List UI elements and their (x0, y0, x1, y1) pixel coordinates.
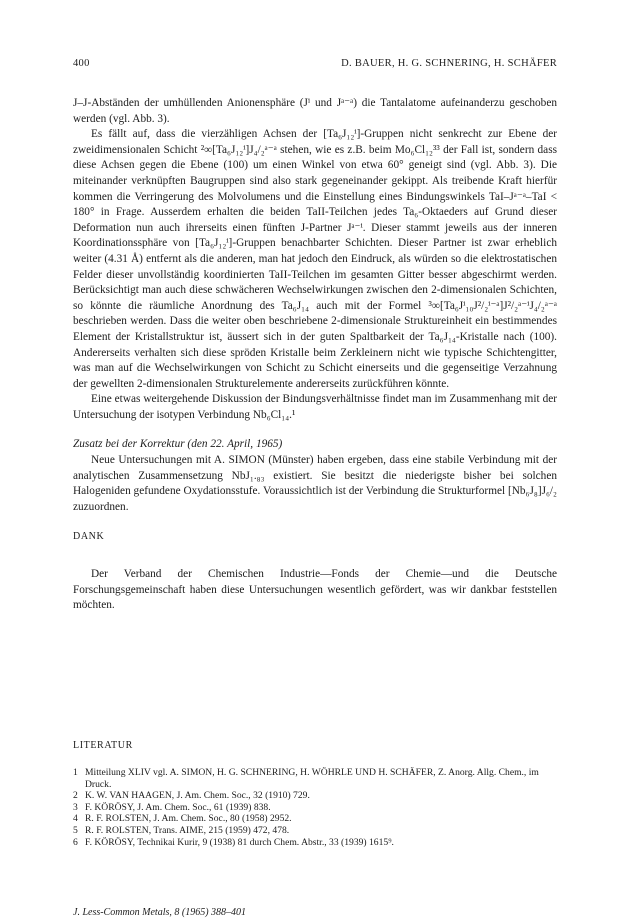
reference-item (73, 802, 557, 814)
reference-list (73, 767, 557, 848)
reference-number: 1 (73, 767, 78, 778)
reference-number: 2 (73, 790, 78, 802)
reference-text: Mitteilung XLIV vgl. A. SIMON, H. G. SCHNERING, H. WÖHRLE UND H. SCHÄFER, Z. Anorg. Allg. Chem., im Druck. (85, 767, 539, 790)
reference-number: 4 (73, 813, 78, 825)
paragraph: Eine etwas weitergehende Diskussion der Bindungsverhältnisse findet man im Zusammenhang mit der Untersuchung der isotypen Verbindung Nb₆Cl₁₄.¹ (73, 393, 557, 421)
reference-number: 3 (73, 801, 78, 813)
paragraph: J–J-Abständen der umhüllenden Anionensphäre (Jⁱ und Jᵃ⁻ᵃ) die Tantalatome aufeinanderzu geschoben werden (vgl. Abb. 3). (73, 97, 557, 125)
reference-item (73, 790, 557, 802)
running-head: D. BAUER, H. G. SCHNERING, H. SCHÄFER (341, 58, 557, 69)
article-body (73, 96, 557, 614)
reference-text: R. F. ROLSTEN, Trans. AIME, 215 (1959) 472, 478. (85, 824, 290, 836)
reference-text: R. F. ROLSTEN, J. Am. Chem. Soc., 80 (1958) 2952. (85, 813, 292, 825)
reference-text: F. KÖRÖSY, Technikai Kurir, 9 (1938) 81 durch Chem. Abstr., 33 (1939) 1615⁹. (85, 836, 394, 848)
reference-item (73, 825, 557, 837)
reference-number: 5 (73, 824, 78, 836)
reference-number: 6 (73, 836, 78, 848)
literatur-heading: LITERATUR (73, 740, 133, 751)
page-number: 400 (73, 58, 90, 69)
reference-text: F. KÖRÖSY, J. Am. Chem. Soc., 61 (1939) 838. (85, 801, 271, 813)
reference-item (73, 767, 557, 790)
reference-item (73, 837, 557, 849)
page-header (73, 58, 557, 74)
reference-item (73, 813, 557, 825)
dank-paragraph: Der Verband der Chemischen Industrie—Fonds der Chemie—und die Deutsche Forschungsgemeinschaft haben diese Untersuchungen wesentlich gefördert, was wir dankbar feststellen möchten. (73, 568, 557, 612)
journal-footer: J. Less-Common Metals, 8 (1965) 388–401 (73, 907, 247, 918)
paragraph: Es fällt auf, dass die vierzähligen Achsen der [Ta₆J₁₂ⁱ]-Gruppen nicht senkrecht zur Ebene der zweidimensionalen Schicht ²∞[Ta₆J₁₂ⁱ]J₄/₂ᵃ⁻ᵃ stehen, wie es z.B. beim Mo₆Cl₁₂³³ der Fall ist, sondern dass diese Achsen gegen die Ebene (100) um einen Winkel von etwa 60° geneigt sind (vgl. Abb. 3). Die miteinander verknüpften Baugruppen sind also stark gegeneinander gekippt. Als treibende Kraft hierfür kommen die Verringerung des Molvolumens und die Einstellung eines Bindungswinkels TaI–Jᵃ⁻ᵃ–TaI < 180° in Frage. Ausserdem erhalten die beiden TaII-Teilchen jedes Ta₆-Oktaeders auf Grund dieser Deformation nun auch ihrerseits einen fünften J-Partner Jᵃ⁻ⁱ. Dieser stammt jeweils aus der inneren Koordinationssphäre von [Ta₆J₁₂ⁱ]-Gruppen benachbarter Schichten. Dieser Partner ist zwar erheblich weiter (4.31 Å) entfernt als die anderen, man hat jedoch den Eindruck, als würden so die elektrostatischen Felder dieser unvollständig koordinierten TaII-Teilchen im gesamten Gitter besser abgeschirmt werden. Berücksichtigt man auch diese schwächeren Wechselwirkungen zwischen den 2-dimensionalen Schichten, so könnte die räumliche Anordnung des Ta₆J₁₄ auch mit der Formel ³∞[Ta₆Jⁱ₁₀J²/₂ⁱ⁻ᵃ]J²/₂ᵃ⁻ⁱJ₄/₂ᵃ⁻ᵃ beschrieben werden. Dass die weiter oben beschriebene 2-dimensionale Struktureinheit ein bestimmendes Element der Kristallstruktur ist, äussert sich in der guten Spaltbarkeit der Ta₆J₁₄-Kristalle nach (100). Andererseits verhalten sich diese spröden Kristalle beim Zerkleinern nicht wie typische Schichtengitter, was man auf die Wechselwirkungen von Schicht zu Schicht einerseits und die gegenseitige Verzahnung der gewellten 2-dimensionalen Strukturelemente andererseits zurückführen könnte. (73, 128, 557, 390)
dank-heading: DANK (73, 531, 105, 543)
page (73, 58, 557, 918)
zusatz-paragraph: Neue Untersuchungen mit A. SIMON (Münster) haben ergeben, dass eine stabile Verbindung mit der analytischen Zusammensetzung NbJ₁.₈₃ existiert. Sie besitzt die niederigste bisher bei solchen Halogeniden gefundene Oxydationsstufe. Voraussichtlich ist der Verbindung die Strukturformel [Nb₆J₈]J₆/₂ zuzuordnen. (73, 454, 557, 513)
reference-text: K. W. VAN HAAGEN, J. Am. Chem. Soc., 32 (1910) 729. (85, 790, 310, 802)
zusatz-heading: Zusatz bei der Korrektur (den 22. April, 1965) (73, 438, 283, 451)
